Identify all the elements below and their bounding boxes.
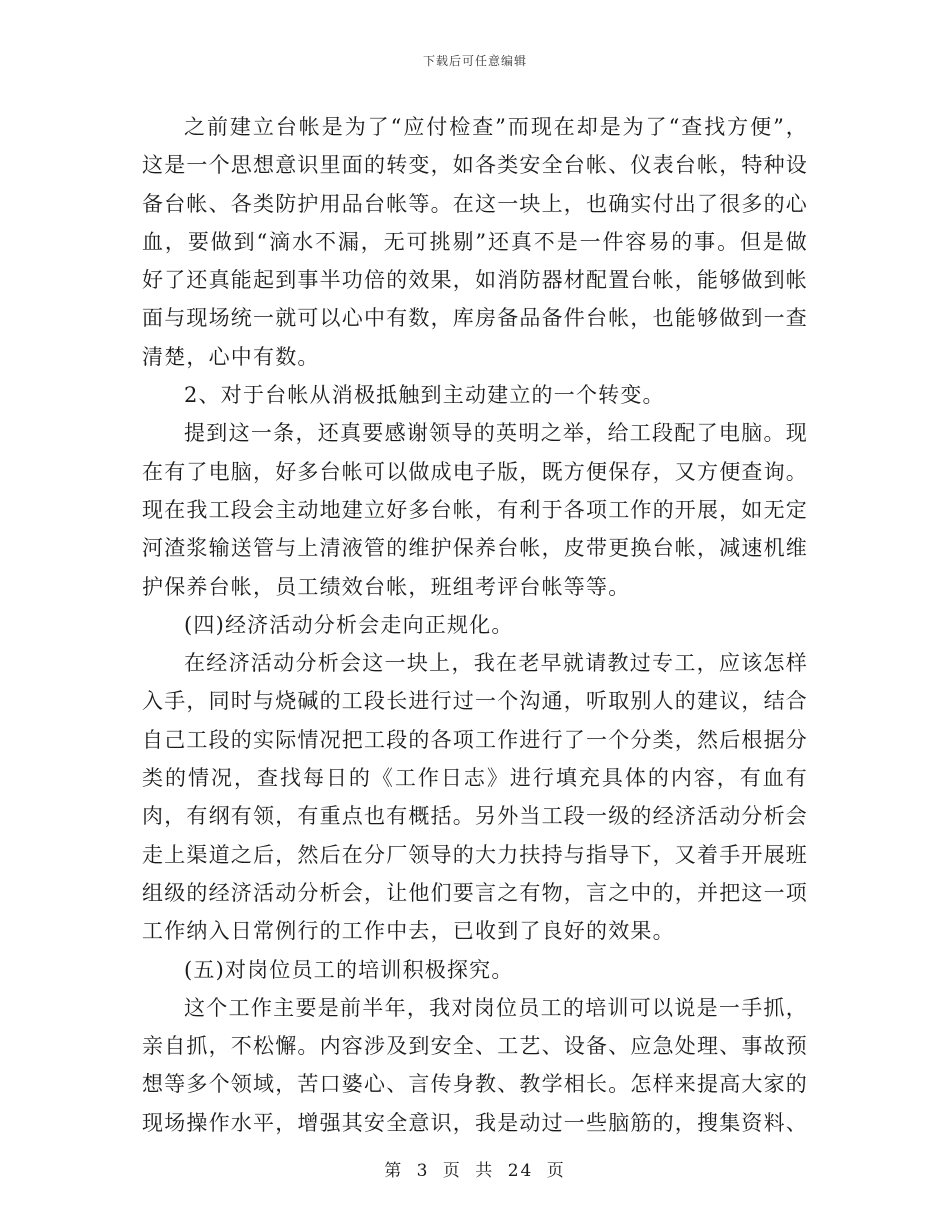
- document-body: [142, 108, 808, 1142]
- heading-economic-analysis: (四)经济活动分析会走向正规化。: [184, 612, 514, 637]
- paragraph-ledger-mindset: 之前建立台帐是为了“应付检查”而现在却是为了“查找方便”，这是一个思想意识里面的转变，如各类安全台帐、仪表台帐，特种设备台帐、各类防护用品台帐等。在这一块上，也确实付出了很多的心血，要做到“滴水不漏，无可挑剔”还真不是一件容易的事。但是做好了还真能起到事半功倍的效果，如消防器材配置台帐，能够做到帐面与现场统一就可以心中有数，库房备品备件台帐，也能够做到一查清楚，心中有数。: [142, 115, 808, 369]
- page-number: 第 3 页 共 24 页: [384, 1161, 566, 1181]
- page-header: 下载后可任意编辑: [422, 54, 527, 68]
- heading-ledger-shift: 2、对于台帐从消极抵触到主动建立的一个转变。: [184, 383, 665, 408]
- heading-staff-training: (五)对岗位员工的培训积极探究。: [184, 957, 514, 982]
- paragraph-economic-analysis: 在经济活动分析会这一块上，我在老早就请教过专工，应该怎样入手，同时与烧碱的工段长进行过一个沟通，听取别人的建议，结合自己工段的实际情况把工段的各项工作进行了一个分类，然后根据分类的情况，查找每日的《工作日志》进行填充具体的内容，有血有肉，有纲有领，有重点也有概括。另外当工段一级的经济活动分析会走上渠道之后，然后在分厂领导的大力扶持与指导下，又着手开展班组级的经济活动分析会，让他们要言之有物，言之中的，并把这一项工作纳入日常例行的工作中去，已收到了良好的效果。: [142, 651, 808, 944]
- paragraph-computer-ledgers: 提到这一条，还真要感谢领导的英明之举，给工段配了电脑。现在有了电脑，好多台帐可以做成电子版，既方便保存，又方便查询。现在我工段会主动地建立好多台帐，有利于各项工作的开展，如无定河渣浆输送管与上清液管的维护保养台帐，皮带更换台帐，减速机维护保养台帐，员工绩效台帐，班组考评台帐等等。: [142, 421, 808, 599]
- paragraph-staff-training: 这个工作主要是前半年，我对岗位员工的培训可以说是一手抓，亲自抓，不松懈。内容涉及到安全、工艺、设备、应急处理、事故预想等多个领域，苦口婆心、言传身教、教学相长。怎样来提高大家的现场操作水平，增强其安全意识，我是动过一些脑筋的，搜集资料、: [142, 995, 808, 1135]
